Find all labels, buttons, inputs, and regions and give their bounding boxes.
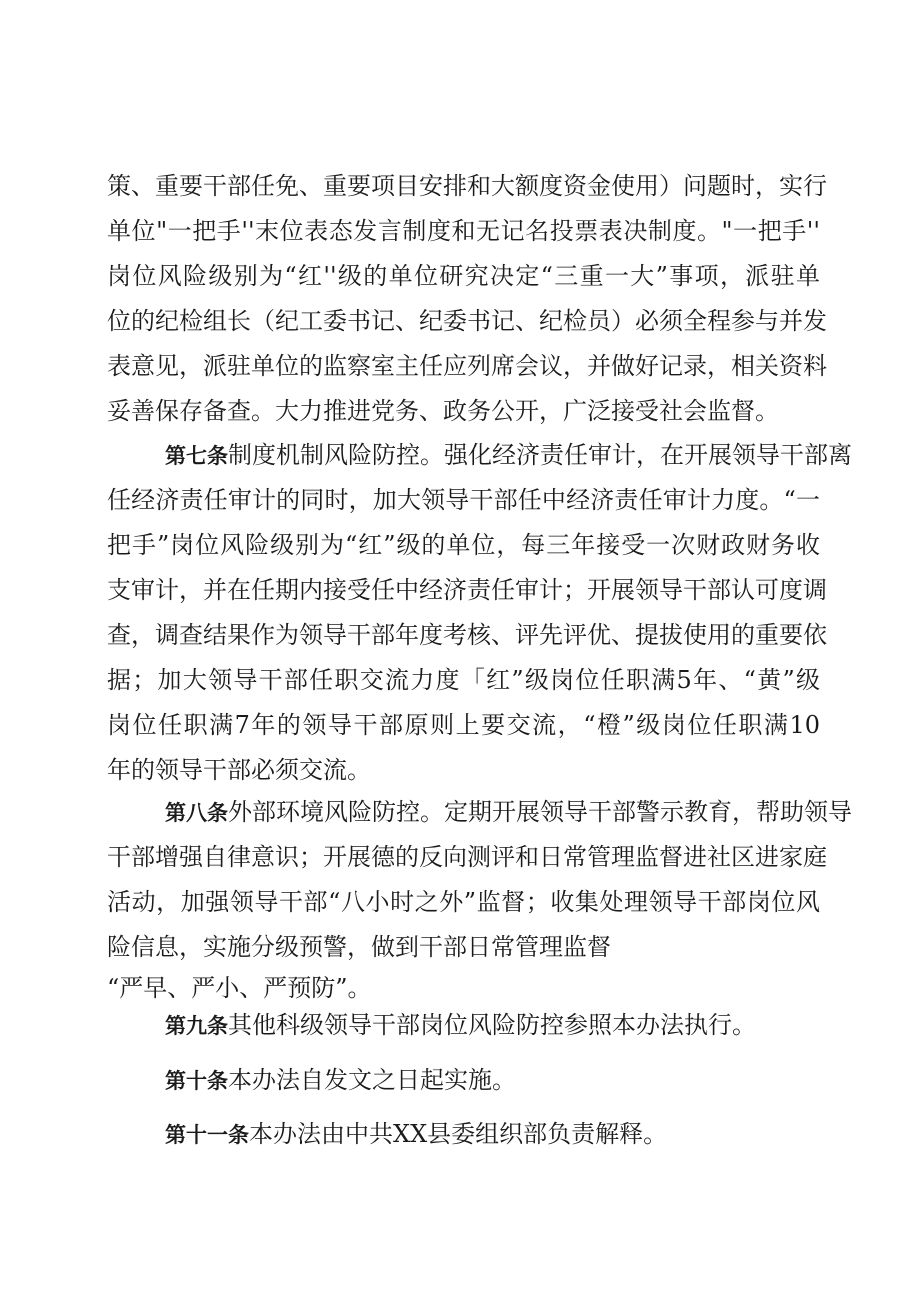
article-label: 第八条 xyxy=(165,801,228,825)
article-9 xyxy=(107,1003,820,1048)
paragraph-continuation xyxy=(107,164,827,434)
text-line: 干部增强自律意识；开展德的反向测评和日常管理监督进社区进家庭 xyxy=(107,843,827,871)
text-line: 险信息，实施分级预警，做到干部日常管理监督 xyxy=(107,933,611,961)
article-first-line xyxy=(107,790,852,835)
text-line: 任经济责任审计的同时，加大领导干部任中经济责任审计力度。“一 xyxy=(107,486,820,514)
text-run: 本办法自发文之日起实施。 xyxy=(228,1066,516,1094)
article-line xyxy=(107,1058,820,1103)
article-line xyxy=(107,1003,820,1048)
text-line: 支审计，并在任期内接受任中经济责任审计；开展领导干部认可度调 xyxy=(107,576,827,604)
text-line: 年的领导干部必须交流。 xyxy=(107,756,371,784)
text-run: 其他科级领导干部岗位风险防控参照本办法执行。 xyxy=(228,1011,756,1039)
article-8 xyxy=(107,790,852,1006)
text-line: 查，调查结果作为领导干部年度考核、评先评优、提拔使用的重要依 xyxy=(107,621,827,649)
text-run: 制度机制风险防控。强化经济责任审计，在开展领导干部离 xyxy=(228,441,852,469)
article-label: 第九条 xyxy=(165,1014,228,1038)
article-11 xyxy=(107,1112,820,1157)
text-line: 把手”岗位风险级别为“红”级的单位，每三年接受一次财政财务收 xyxy=(107,531,820,559)
text-line: 表意见，派驻单位的监察室主任应列席会议，并做好记录，相关资料 xyxy=(107,352,827,380)
text-line: 策、重要干部任免、重要项目安排和大额度资金使用）问题时，实行 xyxy=(107,172,827,200)
article-7 xyxy=(107,433,852,793)
text-line: “严早、严小、严预防”。 xyxy=(107,974,372,1002)
text-line: 妥善保存备查。大力推进党务、政务公开，广泛接受社会监督。 xyxy=(107,397,779,425)
article-label: 第七条 xyxy=(165,444,228,468)
text-run: 外部环境风险防控。定期开展领导干部警示教育，帮助领导 xyxy=(228,798,852,826)
article-line xyxy=(107,1112,820,1157)
article-10 xyxy=(107,1058,820,1103)
text-line: 岗位风险级别为“红''级的单位研究决定“三重一大”事项，派驻单 xyxy=(107,262,820,290)
text-line: 单位"一把手''末位表态发言制度和无记名投票表决制度。"一把手'' xyxy=(107,217,820,245)
article-label: 第十条 xyxy=(165,1069,228,1093)
text-line: 岗位任职满7年的领导干部原则上要交流，“橙”级岗位任职满10 xyxy=(107,711,820,739)
article-first-line xyxy=(107,433,852,478)
text-run: 本办法由中共XX县委组织部负责解释。 xyxy=(249,1120,668,1148)
text-line: 据；加大领导干部任职交流力度「红”级岗位任职满5年、“黄”级 xyxy=(107,666,820,694)
article-label: 第十一条 xyxy=(165,1123,249,1147)
text-line: 活动，加强领导干部“八小时之外”监督；收集处理领导干部岗位风 xyxy=(107,888,820,916)
text-line: 位的纪检组长（纪工委书记、纪委书记、纪检员）必须全程参与并发 xyxy=(107,307,827,335)
